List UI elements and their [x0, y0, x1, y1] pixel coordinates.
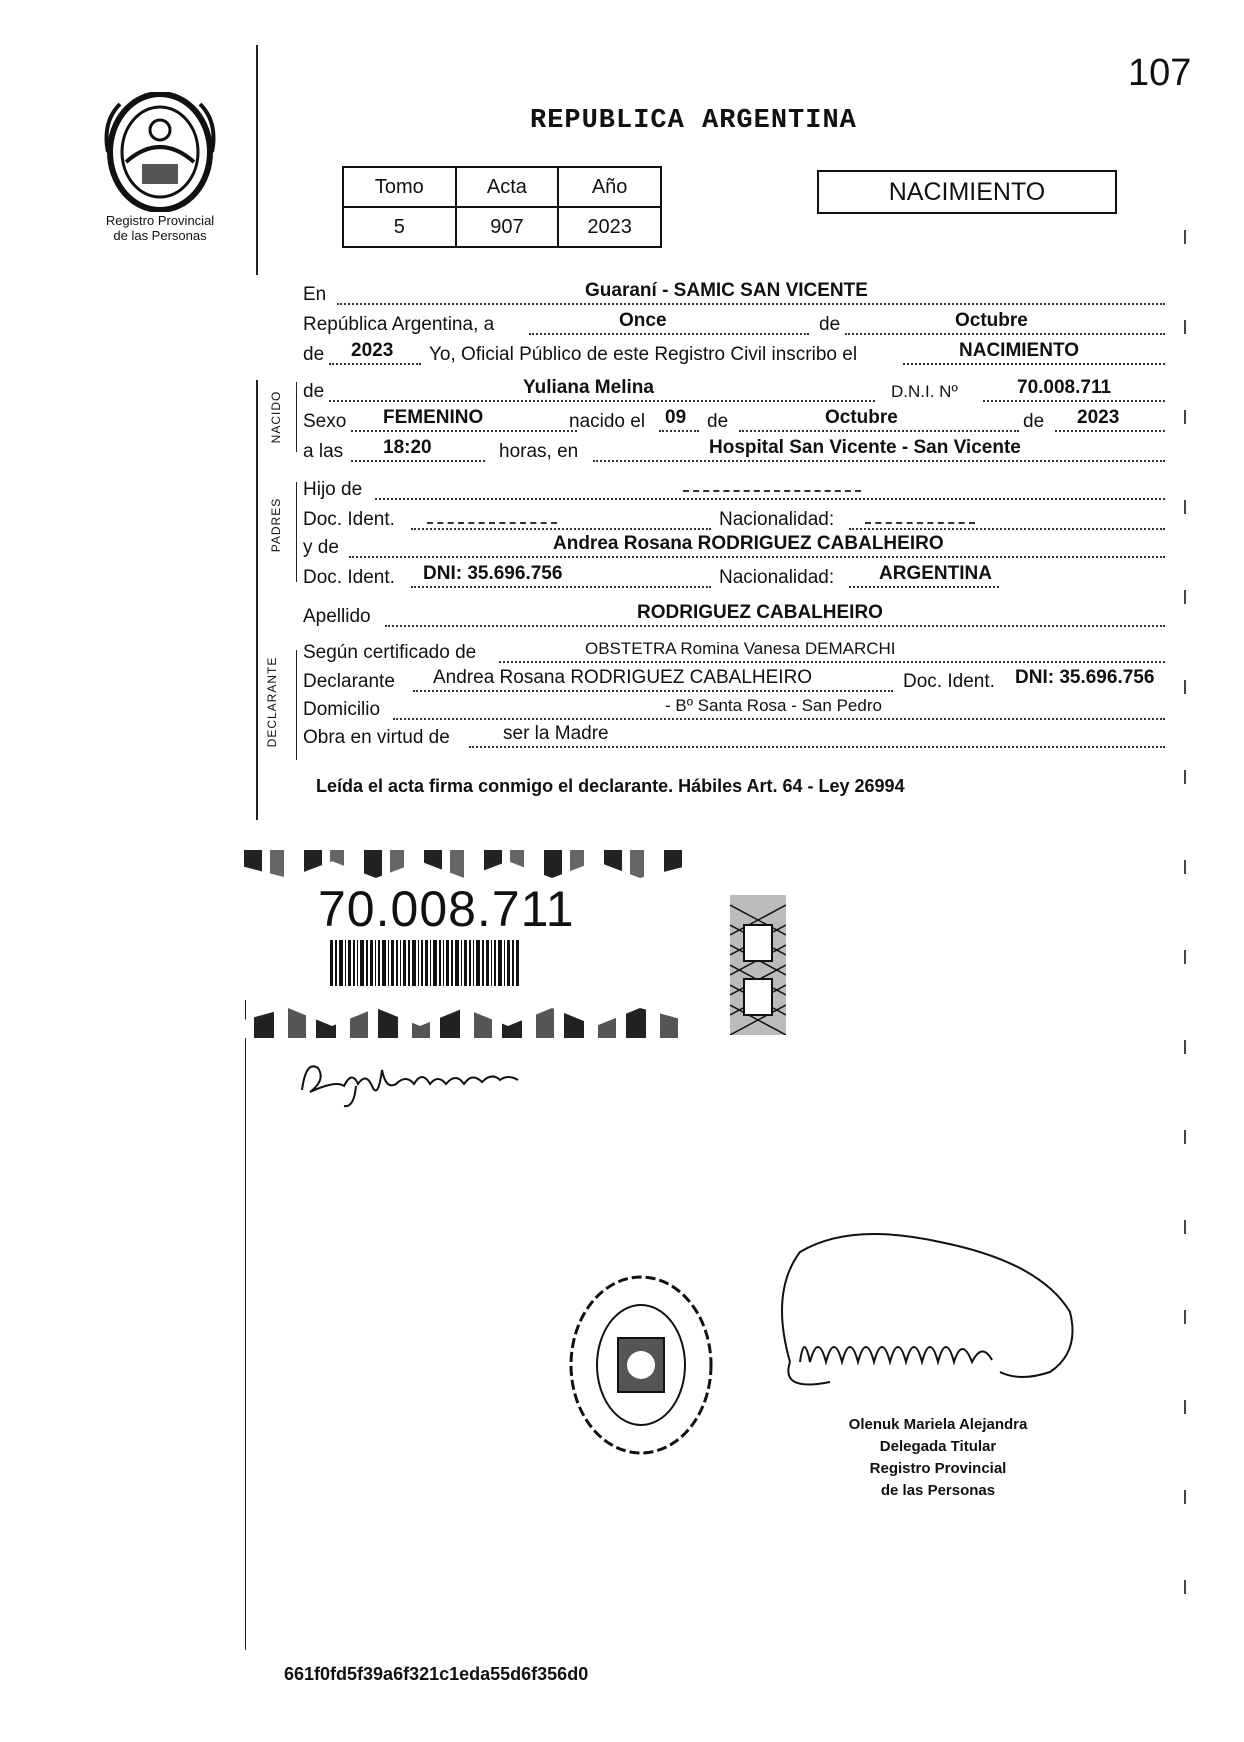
surname-value: RODRIGUEZ CABALHEIRO — [637, 602, 883, 623]
row-fecha: República Argentina, a Once de Octubre — [303, 313, 1165, 339]
row-madre: y de Andrea Rosana RODRIGUEZ CABALHEIRO — [303, 536, 1165, 562]
official-role: Delegada Titular — [879, 1438, 997, 1455]
margin-line — [256, 380, 258, 820]
redacted-line — [683, 490, 861, 492]
time-value: 18:20 — [383, 437, 432, 458]
margin-line — [245, 1000, 246, 1650]
reason-value: ser la Madre — [503, 723, 609, 744]
day-value: Once — [619, 310, 667, 331]
section-bracket — [296, 382, 297, 452]
official-signature — [760, 1232, 1090, 1412]
sticker-pattern-top — [244, 850, 684, 878]
sticker-pattern-bottom — [244, 1008, 684, 1038]
dni-value: 70.008.711 — [1017, 377, 1112, 398]
value-anio: 2023 — [558, 207, 661, 247]
birth-year-value: 2023 — [1077, 407, 1120, 428]
section-bracket — [296, 650, 297, 760]
row-declarante: Declarante Andrea Rosana RODRIGUEZ CABALHEIRO Doc. Ident. DNI: 35.696.756 — [303, 667, 1155, 692]
address-value: - Bº Santa Rosa - San Pedro — [665, 696, 882, 715]
provincial-seal-logo — [100, 92, 220, 212]
redacted-line — [427, 522, 557, 524]
row-certificado: Según certificado de OBSTETRA Romina Vanesa DEMARCHI — [303, 641, 1165, 667]
record-type-box: NACIMIENTO — [817, 170, 1117, 214]
record-table — [342, 166, 662, 248]
name-value: Yuliana Melina — [523, 377, 654, 398]
declarant-name-value: Andrea Rosana RODRIGUEZ CABALHEIRO — [433, 667, 813, 688]
month-value: Octubre — [955, 310, 1028, 331]
place-value: Guaraní - SAMIC SAN VICENTE — [585, 280, 868, 301]
birth-day-value: 09 — [665, 407, 687, 428]
page-number: 107 — [1128, 52, 1192, 94]
official-stamp-text — [808, 1414, 1068, 1502]
edge-marks — [1184, 230, 1186, 1650]
country-title: REPUBLICA ARGENTINA — [530, 106, 857, 136]
header-anio: Año — [558, 167, 661, 207]
row-doc-padre: Doc. Ident. Nacionalidad: — [303, 508, 1165, 534]
document-hash: 661f0fd5f39a6f321c1eda55d6f356d0 — [284, 1664, 589, 1684]
official-org: de las Personas — [880, 1482, 996, 1499]
margin-line — [256, 45, 258, 275]
section-bracket — [296, 482, 297, 582]
header-tomo: Tomo — [343, 167, 456, 207]
logo-caption: Registro Provincial de las Personas — [105, 213, 215, 243]
year-value: 2023 — [351, 340, 394, 361]
certificate-value: OBSTETRA Romina Vanesa DEMARCHI — [585, 639, 896, 658]
value-acta: 907 — [456, 207, 559, 247]
mother-dni-value: DNI: 35.696.756 — [423, 563, 563, 584]
sex-value: FEMENINO — [383, 407, 484, 428]
row-sexo: Sexo FEMENINO nacido el 09 de Octubre de 2023 — [303, 410, 1165, 436]
type-value: NACIMIENTO — [959, 340, 1079, 361]
row-hijo: Hijo de — [303, 478, 1165, 504]
official-round-stamp — [556, 1260, 726, 1470]
row-domicilio: Domicilio - Bº Santa Rosa - San Pedro — [303, 698, 1165, 724]
barcode — [330, 940, 540, 986]
security-hologram — [730, 895, 786, 1035]
mother-name-value: Andrea Rosana RODRIGUEZ CABALHEIRO — [553, 533, 944, 554]
row-nombre: de Yuliana Melina D.N.I. Nº 70.008.711 — [303, 380, 1165, 406]
row-apellido: Apellido RODRIGUEZ CABALHEIRO — [303, 605, 1165, 631]
official-name: Olenuk Mariela Alejandra — [848, 1416, 1028, 1433]
section-label-padres: PADRES — [269, 497, 283, 553]
birth-month-value: Octubre — [825, 407, 898, 428]
row-hora: a las 18:20 horas, en Hospital San Vicente - San Vicente — [303, 440, 1165, 466]
mother-nationality-value: ARGENTINA — [879, 563, 992, 584]
section-label-declarante: DECLARANTE — [265, 656, 279, 748]
row-obra: Obra en virtud de ser la Madre — [303, 726, 1165, 752]
sticker-number: 70.008.711 — [318, 881, 575, 937]
value-tomo: 5 — [343, 207, 456, 247]
declarant-signature — [296, 1050, 526, 1110]
declarant-dni-value: DNI: 35.696.756 — [1015, 667, 1155, 688]
row-en: En Guaraní - SAMIC SAN VICENTE — [303, 283, 1165, 309]
section-label-nacido: NACIDO — [269, 390, 283, 444]
official-org: Registro Provincial — [869, 1460, 1007, 1477]
row-anio: de 2023 Yo, Oficial Público de este Registro Civil inscribo el NACIMIENTO — [303, 343, 1165, 369]
birth-place-value: Hospital San Vicente - San Vicente — [709, 437, 1021, 458]
header-acta: Acta — [456, 167, 559, 207]
redacted-line — [865, 522, 975, 524]
row-doc-madre: Doc. Ident. DNI: 35.696.756 Nacionalidad: ARGENTINA — [303, 566, 1165, 592]
id-sticker — [244, 850, 684, 1038]
closing-text: Leída el acta firma conmigo el declarante. Hábiles Art. 64 - Ley 26994 — [316, 776, 905, 796]
